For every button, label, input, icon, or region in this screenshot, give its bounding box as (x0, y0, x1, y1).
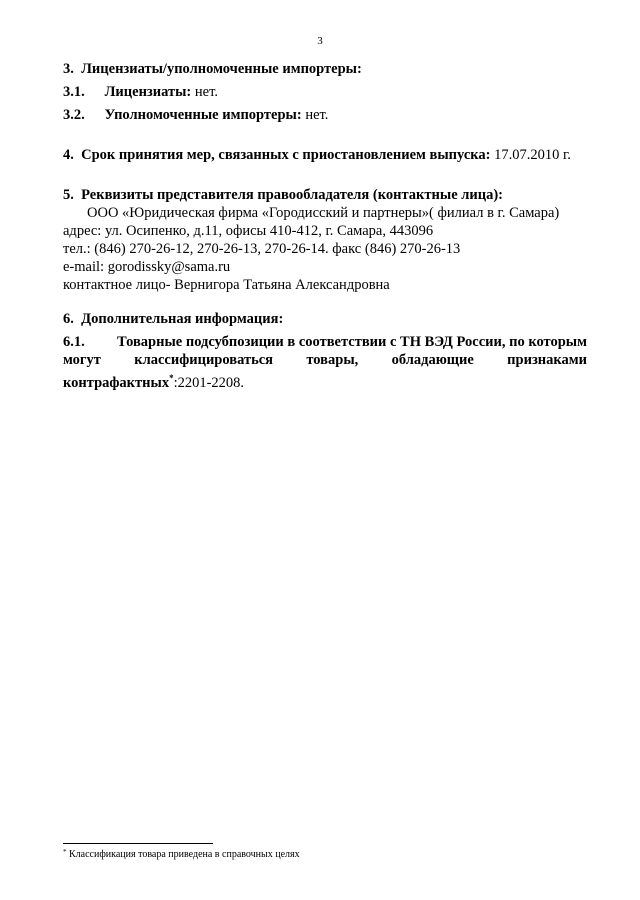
contact-company: ООО «Юридическая фирма «Городисский и партнеры»( филиал в г. Самара) (87, 205, 560, 221)
section-6-1-counterfeit-label: контрафактных (63, 375, 170, 391)
footnote-mark: * (63, 848, 67, 856)
section-3-2-label: Уполномоченные импортеры: (104, 107, 302, 123)
section-6-1-line-3 (63, 369, 244, 392)
section-6-number: 6. (63, 311, 74, 327)
section-6-1-number: 6.1. (63, 334, 85, 350)
section-6-1-line-2 (63, 351, 587, 369)
section-6-heading (63, 310, 283, 328)
section-4-number: 4. (63, 147, 74, 163)
section-6-1-word: классифицироваться (134, 352, 274, 368)
section-6-1-word: признаками (507, 352, 587, 368)
section-3-heading (63, 60, 362, 78)
section-5-number: 5. (63, 187, 74, 203)
contact-address: адрес: ул. Осипенко, д.11, офисы 410-412, г. Самара, 443096 (63, 223, 434, 239)
section-3-1-value: нет. (194, 84, 218, 100)
section-4 (63, 146, 571, 164)
page-number: 3 (317, 35, 323, 47)
contact-person: контактное лицо- Вернигора Татьяна Александровна (63, 277, 390, 293)
section-3-1-label: Лицензиаты: (104, 84, 192, 100)
footnote (63, 848, 300, 860)
section-6-1-text-line-1: Товарные подсубпозиции в соответствии с ТН ВЭД России, по которым (117, 334, 587, 350)
section-5-heading (63, 186, 503, 204)
section-4-value: 17.07.2010 г. (494, 147, 571, 163)
section-3-2-value: нет. (305, 107, 329, 123)
footnote-reference-mark: * (169, 373, 174, 383)
section-3-1-number: 3.1. (63, 84, 85, 100)
section-3-2 (63, 106, 328, 124)
contact-phone: тел.: (846) 270-26-12, 270-26-13, 270-26-14. факс (846) 270-26-13 (63, 241, 461, 257)
section-3-1 (63, 83, 218, 101)
contact-email: e-mail: gorodissky@sama.ru (63, 259, 231, 275)
section-6-1-word: могут (63, 352, 101, 368)
section-3-2-number: 3.2. (63, 107, 85, 123)
footnote-divider (63, 843, 213, 844)
section-6-1-word: товары, (306, 352, 359, 368)
section-4-title: Срок принятия мер, связанных с приостановлением выпуска: (81, 147, 491, 163)
section-5-title: Реквизиты представителя правообладателя (контактные лица): (81, 187, 504, 203)
section-6-1-codes: :2201-2208. (173, 375, 245, 391)
section-3-number: 3. (63, 61, 74, 77)
section-6-1-word: обладающие (391, 352, 474, 368)
section-6-title: Дополнительная информация: (81, 311, 284, 327)
section-6-1-line-1 (63, 333, 587, 351)
section-3-title: Лицензиаты/уполномоченные импортеры: (81, 61, 362, 77)
footnote-text: Классификация товара приведена в справочных целях (69, 849, 300, 860)
